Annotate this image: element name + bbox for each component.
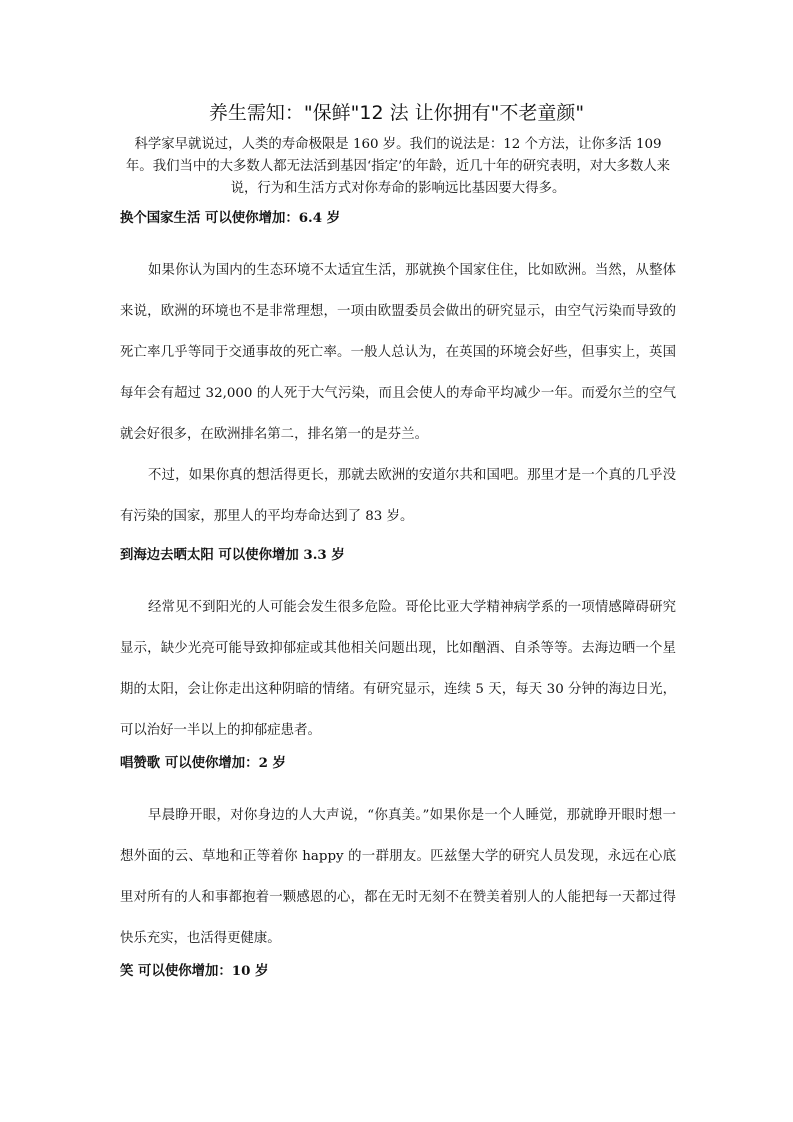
paragraph-sunbathe-1: 经常见不到阳光的人可能会发生很多危险。哥伦比亚大学精神病学系的一项情感障碍研究显示，缺少光亮可能导致抑郁症或其他相关问题出现，比如酗酒、自杀等等。去海边晒一个星期的太阳，会让你走出这种阴暗的情绪。有研究显示，连续 5 天，每天 30 分钟的海边日光，可以治好一半以上的抑郁症患者。 [120, 600, 676, 738]
paragraph-praise-1: 早晨睁开眼，对你身边的人大声说，“你真美。”如果你是一个人睡觉，那就睁开眼时想一想外面的云、草地和正等着你 happy 的一群朋友。匹兹堡大学的研究人员发现，永远在心底里对所有的人和事都抱着一颗感恩的心，都在无时无刻不在赞美着别人的人能把每一天都过得快乐充实，也活得更健康。 [120, 808, 676, 946]
intro-paragraph: 科学家早就说过，人类的寿命极限是 160 岁。我们的说法是：12 个方法，让你多活 109 年。我们当中的大多数人都无法活到基因‘指定’的年龄，近几十年的研究表明，对大多数人来说，行为和生活方式对你寿命的影响远比基因要大得多。 [125, 137, 671, 196]
section-heading-sunbathe: 到海边去晒太阳 可以使你增加 3.3 岁 [120, 547, 345, 563]
paragraph-move-country-2: 不过，如果你真的想活得更长，那就去欧洲的安道尔共和国吧。那里才是一个真的几乎没有污染的国家，那里人的平均寿命达到了 83 岁。 [120, 468, 676, 524]
section-heading-laugh: 笑 可以使你增加：10 岁 [120, 963, 269, 979]
paragraph-move-country-1: 如果你认为国内的生态环境不太适宜生活，那就换个国家住住，比如欧洲。当然，从整体来说，欧洲的环境也不是非常理想，一项由欧盟委员会做出的研究显示，由空气污染而导致的死亡率几乎等同于交通事故的死亡率。一般人总认为，在英国的环境会好些，但事实上，英国每年会有超过 32,000 的人死于大气污染，而且会使人的寿命平均减少一年。而爱尔兰的空气就会好很多，在欧洲排名第二，排名第一的是芬兰。 [120, 263, 676, 442]
section-heading-move-country: 换个国家生活 可以使你增加：6.4 岁 [120, 210, 341, 226]
document-title: 养生需知："保鲜"12 法 让你拥有"不老童颜" [208, 102, 585, 124]
section-heading-praise: 唱赞歌 可以使你增加：2 岁 [120, 755, 286, 771]
